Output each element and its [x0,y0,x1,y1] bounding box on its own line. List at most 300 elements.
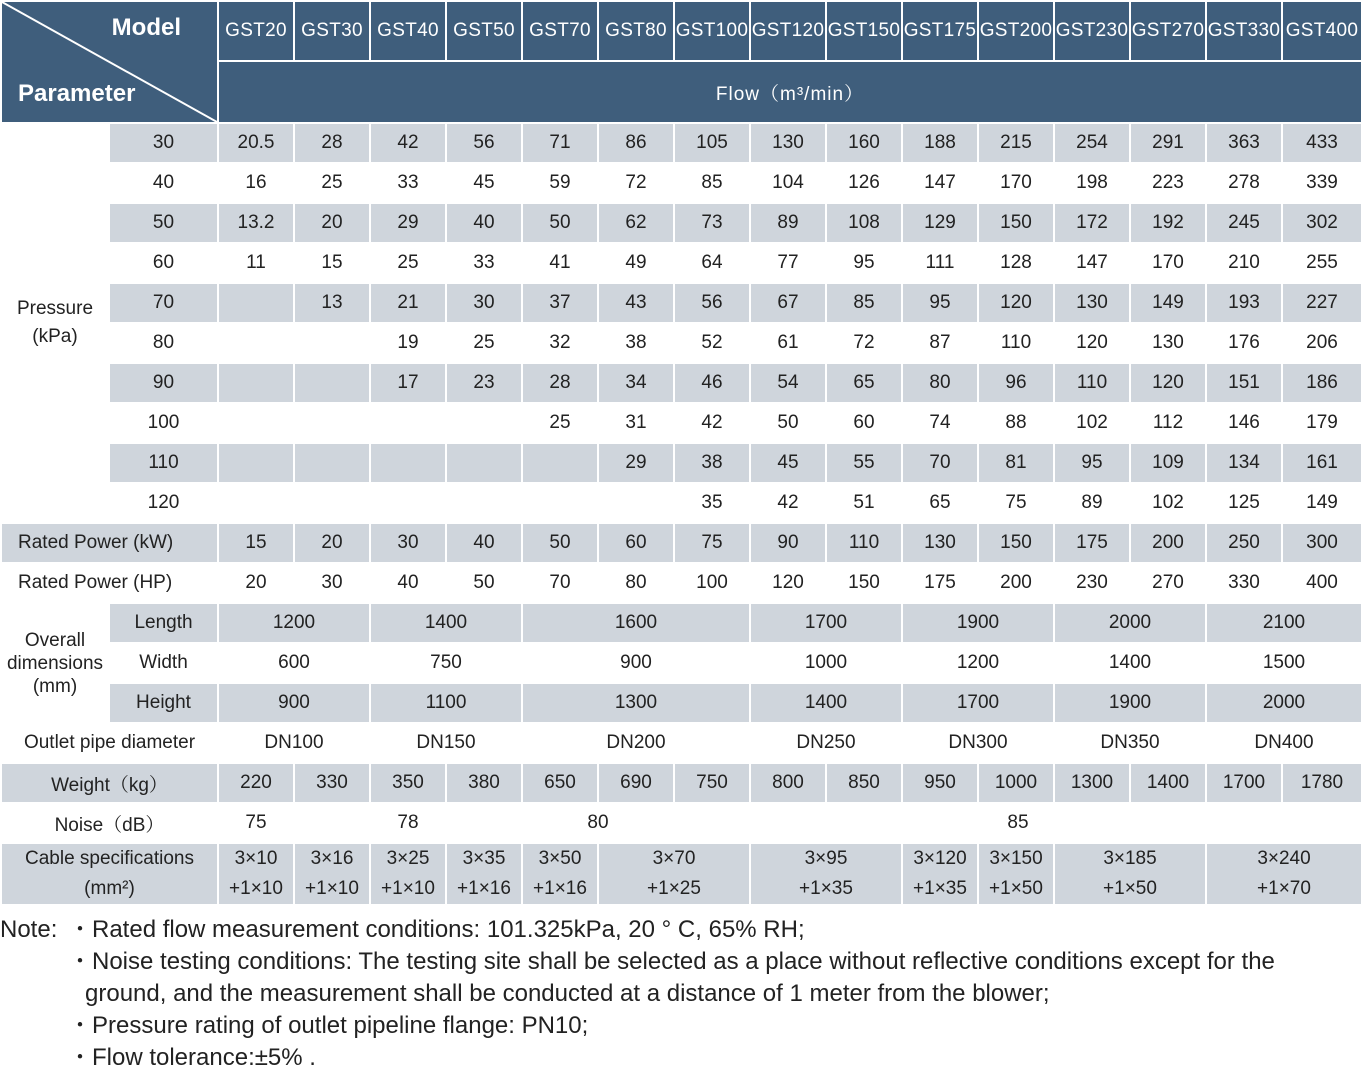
flow-value-cell: 86 [598,123,674,163]
rated-power-hp-value-cell: 400 [1282,563,1361,603]
pressure-value-cell: 80 [109,323,218,363]
pressure-label-cell [1,123,109,523]
dimension-width-row [1,643,1361,683]
notes-lead: Note: [0,916,58,943]
flow-value-cell: 33 [446,243,522,283]
pressure-unit-label: (kPa) [32,326,78,347]
flow-value-cell: 77 [750,243,826,283]
rated-power-kw-value-cell: 175 [1054,523,1130,563]
dimension-height-value: 1300 [522,683,750,723]
flow-value-cell [294,483,370,523]
dimension-length-value: 1700 [750,603,902,643]
cable-value: +1×16 [457,878,511,899]
flow-value-cell: 31 [598,403,674,443]
noise-row [1,803,1361,843]
flow-value-cell: 21 [370,283,446,323]
cable-value-cell [1206,843,1361,905]
flow-value-cell: 170 [978,163,1054,203]
flow-value-cell: 150 [978,203,1054,243]
model-header-cell: GST175 [902,1,978,61]
weight-row [1,763,1361,803]
model-header-cell: GST120 [750,1,826,61]
cable-value: +1×50 [1103,878,1157,899]
dimension-height-value: 900 [218,683,370,723]
flow-value-cell: 29 [370,203,446,243]
rated-power-kw-value-cell: 75 [674,523,750,563]
flow-value-cell: 37 [522,283,598,323]
noise-value: 80 [522,803,674,843]
flow-value-cell: 62 [598,203,674,243]
weight-value-cell: 690 [598,763,674,803]
rated-power-hp-value-cell: 175 [902,563,978,603]
note-item: ・Pressure rating of outlet pipeline flange: PN10; [68,1012,589,1039]
flow-value-cell [370,483,446,523]
flow-value-cell: 255 [1282,243,1361,283]
rated-power-kw-value-cell: 150 [978,523,1054,563]
flow-value-cell: 149 [1282,483,1361,523]
pressure-row [1,123,1361,163]
flow-value-cell: 108 [826,203,902,243]
model-header-cell: GST80 [598,1,674,61]
flow-value-cell: 38 [598,323,674,363]
outlet-value: DN250 [750,723,902,763]
dimension-length-value: 1400 [370,603,522,643]
flow-value-cell: 176 [1206,323,1282,363]
rated-power-hp-value-cell: 20 [218,563,294,603]
noise-value: 85 [674,803,1361,843]
flow-value-cell: 95 [1054,443,1130,483]
flow-value-cell: 134 [1206,443,1282,483]
outlet-value: DN400 [1206,723,1361,763]
flow-value-cell: 65 [902,483,978,523]
cable-value: +1×10 [229,878,283,899]
flow-value-cell: 130 [750,123,826,163]
flow-value-cell: 25 [294,163,370,203]
rated-power-hp-value-cell: 200 [978,563,1054,603]
dimension-height-value: 1700 [902,683,1054,723]
flow-value-cell: 291 [1130,123,1206,163]
cable-value: 3×240 [1257,848,1311,869]
overall-dimensions-label-cell [1,603,109,723]
rated-power-hp-value-cell: 150 [826,563,902,603]
outlet-value: DN200 [522,723,750,763]
corner-model-label: Model [111,14,181,41]
model-header-cell: GST20 [218,1,294,61]
flow-value-cell: 206 [1282,323,1361,363]
corner-header-cell [1,1,218,123]
flow-value-cell: 64 [674,243,750,283]
flow-value-cell: 104 [750,163,826,203]
flow-value-cell [218,323,294,363]
flow-value-cell: 13 [294,283,370,323]
cable-value: 3×10 [234,848,278,869]
rated-power-kw-value-cell: 40 [446,523,522,563]
cable-value: 3×95 [804,848,848,869]
flow-value-cell [218,443,294,483]
cable-value: +1×35 [913,878,967,899]
rated-power-kw-value-cell: 30 [370,523,446,563]
flow-value-cell [446,443,522,483]
dimension-width-value: 750 [370,643,522,683]
flow-value-cell: 95 [826,243,902,283]
flow-value-cell: 32 [522,323,598,363]
flow-value-cell [218,363,294,403]
rated-power-hp-value-cell: 30 [294,563,370,603]
flow-value-cell [370,443,446,483]
flow-value-cell: 19 [370,323,446,363]
flow-value-cell [522,443,598,483]
cable-value: +1×35 [799,878,853,899]
flow-value-cell: 120 [1054,323,1130,363]
flow-value-cell: 89 [750,203,826,243]
cable-value-cell [902,843,978,905]
flow-value-cell: 102 [1130,483,1206,523]
flow-value-cell: 363 [1206,123,1282,163]
flow-value-cell: 13.2 [218,203,294,243]
pressure-value-cell: 40 [109,163,218,203]
cable-value: 3×25 [386,848,430,869]
rated-power-kw-value-cell: 90 [750,523,826,563]
flow-value-cell: 25 [370,243,446,283]
flow-value-cell: 433 [1282,123,1361,163]
noise-value: 78 [294,803,522,843]
weight-value-cell: 350 [370,763,446,803]
cable-value-cell [1054,843,1206,905]
cable-value-cell [522,843,598,905]
flow-value-cell: 42 [370,123,446,163]
weight-value-cell: 750 [674,763,750,803]
flow-value-cell: 339 [1282,163,1361,203]
pressure-value-cell: 60 [109,243,218,283]
flow-value-cell: 42 [750,483,826,523]
cable-value-cell [370,843,446,905]
weight-value-cell: 850 [826,763,902,803]
flow-value-cell: 16 [218,163,294,203]
flow-value-cell: 111 [902,243,978,283]
flow-value-cell: 160 [826,123,902,163]
model-header-cell: GST330 [1206,1,1282,61]
dimension-height-value: 2000 [1206,683,1361,723]
corner-parameter-label: Parameter [18,80,136,107]
dimension-width-label: Width [109,643,218,683]
flow-value-cell: 60 [826,403,902,443]
flow-value-cell: 17 [370,363,446,403]
flow-value-cell [598,483,674,523]
flow-value-cell: 96 [978,363,1054,403]
weight-value-cell: 1300 [1054,763,1130,803]
outlet-value: DN350 [1054,723,1206,763]
weight-value-cell: 220 [218,763,294,803]
dimension-height-value: 1100 [370,683,522,723]
flow-value-cell: 49 [598,243,674,283]
dimension-length-value: 2100 [1206,603,1361,643]
cable-value-cell [218,843,294,905]
pressure-value-cell: 90 [109,363,218,403]
flow-value-cell: 85 [674,163,750,203]
cable-value: 3×70 [652,848,696,869]
dimension-width-value: 1400 [1054,643,1206,683]
pressure-label: Pressure [16,298,94,319]
weight-value-cell: 330 [294,763,370,803]
flow-value-cell: 112 [1130,403,1206,443]
flow-value-cell: 72 [598,163,674,203]
flow-value-cell [294,323,370,363]
dimension-width-value: 1200 [902,643,1054,683]
flow-value-cell: 35 [674,483,750,523]
pressure-value-cell: 100 [109,403,218,443]
cable-label: Cable specifications [25,848,194,869]
dimension-height-value: 1900 [1054,683,1206,723]
model-header-row [1,1,1361,61]
flow-value-cell: 28 [522,363,598,403]
cable-value: +1×16 [533,878,587,899]
flow-value-cell: 56 [446,123,522,163]
flow-value-cell: 45 [446,163,522,203]
pressure-row [1,283,1361,323]
flow-value-cell: 89 [1054,483,1130,523]
flow-value-cell: 50 [750,403,826,443]
flow-value-cell: 278 [1206,163,1282,203]
flow-value-cell [218,483,294,523]
outlet-value: DN150 [370,723,522,763]
cable-label: (mm²) [84,878,135,899]
flow-header: Flow（m³/min） [218,61,1361,123]
weight-value-cell: 1000 [978,763,1054,803]
pressure-row [1,243,1361,283]
rated-power-hp-value-cell: 40 [370,563,446,603]
cable-value: 3×185 [1103,848,1157,869]
rated-power-hp-value-cell: 120 [750,563,826,603]
outlet-value: DN300 [902,723,1054,763]
flow-value-cell: 110 [1054,363,1130,403]
overall-dimensions-label: (mm) [32,675,78,697]
weight-value-cell: 380 [446,763,522,803]
flow-value-cell: 302 [1282,203,1361,243]
flow-value-cell: 51 [826,483,902,523]
noise-label: Noise（dB） [1,803,218,843]
flow-value-cell: 128 [978,243,1054,283]
flow-value-cell: 80 [902,363,978,403]
dimension-width-value: 900 [522,643,750,683]
model-header-cell: GST150 [826,1,902,61]
dimension-length-value: 1900 [902,603,1054,643]
rated-power-kw-value-cell: 60 [598,523,674,563]
flow-value-cell: 54 [750,363,826,403]
flow-value-cell: 147 [1054,243,1130,283]
outlet-row [1,723,1361,763]
flow-value-cell [218,403,294,443]
pressure-value-cell: 70 [109,283,218,323]
flow-value-cell: 130 [1054,283,1130,323]
cable-value-cell [446,843,522,905]
cable-value: 3×16 [310,848,354,869]
flow-value-cell: 30 [446,283,522,323]
flow-value-cell: 45 [750,443,826,483]
pressure-value-cell: 120 [109,483,218,523]
dimension-length-label: Length [109,603,218,643]
flow-value-cell: 102 [1054,403,1130,443]
flow-value-cell: 40 [446,203,522,243]
dimension-width-value: 1000 [750,643,902,683]
flow-value-cell: 223 [1130,163,1206,203]
flow-value-cell: 198 [1054,163,1130,203]
cable-value: +1×10 [305,878,359,899]
flow-value-cell: 161 [1282,443,1361,483]
note-item: ・Rated flow measurement conditions: 101.325kPa, 20 ° C, 65% RH; [68,916,805,943]
cable-value: 3×120 [913,848,967,869]
pressure-row [1,363,1361,403]
weight-value-cell: 1780 [1282,763,1361,803]
noise-value: 75 [218,803,294,843]
rated-power-kw-value-cell: 130 [902,523,978,563]
flow-value-cell: 88 [978,403,1054,443]
flow-value-cell: 42 [674,403,750,443]
pressure-row [1,403,1361,443]
pressure-value-cell: 30 [109,123,218,163]
flow-value-cell: 65 [826,363,902,403]
pressure-value-cell: 110 [109,443,218,483]
rated-power-hp-label: Rated Power (HP) [1,563,218,603]
flow-value-cell: 146 [1206,403,1282,443]
pressure-value-cell: 50 [109,203,218,243]
cable-value: +1×25 [647,878,701,899]
flow-value-cell: 110 [978,323,1054,363]
rated-power-kw-label: Rated Power (kW) [1,523,218,563]
dimension-length-value: 1600 [522,603,750,643]
cable-label-cell [1,843,218,905]
flow-value-cell: 149 [1130,283,1206,323]
dimension-width-value: 600 [218,643,370,683]
overall-dimensions-label: Overall [24,629,86,651]
dimension-length-value: 1200 [218,603,370,643]
flow-value-cell: 172 [1054,203,1130,243]
flow-value-cell: 25 [446,323,522,363]
flow-value-cell: 38 [674,443,750,483]
flow-value-cell [218,283,294,323]
cable-value-cell [294,843,370,905]
rated-power-kw-value-cell: 50 [522,523,598,563]
flow-value-cell: 210 [1206,243,1282,283]
flow-value-cell: 126 [826,163,902,203]
flow-value-cell: 61 [750,323,826,363]
cable-value: 3×150 [989,848,1043,869]
flow-value-cell: 33 [370,163,446,203]
cable-value: +1×70 [1257,878,1311,899]
flow-value-cell: 87 [902,323,978,363]
flow-value-cell: 188 [902,123,978,163]
note-item: ・Flow tolerance:±5% . [68,1044,316,1071]
flow-value-cell: 81 [978,443,1054,483]
flow-value-cell: 15 [294,243,370,283]
rated-power-hp-value-cell: 50 [446,563,522,603]
rated-power-hp-value-cell: 100 [674,563,750,603]
weight-label: Weight（kg） [1,763,218,803]
flow-value-cell: 120 [978,283,1054,323]
rated-power-kw-row [1,523,1361,563]
flow-value-cell: 179 [1282,403,1361,443]
dimension-length-row [1,603,1361,643]
rated-power-kw-value-cell: 20 [294,523,370,563]
model-header-cell: GST200 [978,1,1054,61]
weight-value-cell: 1700 [1206,763,1282,803]
dimension-height-label: Height [109,683,218,723]
flow-value-cell: 43 [598,283,674,323]
pressure-row [1,203,1361,243]
spec-table-body [1,1,1361,905]
flow-value-cell: 70 [902,443,978,483]
model-header-cell: GST70 [522,1,598,61]
dimension-length-value: 2000 [1054,603,1206,643]
flow-value-cell: 25 [522,403,598,443]
overall-dimensions-label: dimensions [6,652,104,674]
flow-value-cell: 23 [446,363,522,403]
flow-value-cell: 147 [902,163,978,203]
flow-value-cell: 130 [1130,323,1206,363]
flow-value-cell [294,363,370,403]
flow-value-cell: 41 [522,243,598,283]
weight-value-cell: 800 [750,763,826,803]
rated-power-kw-value-cell: 110 [826,523,902,563]
dimension-width-value: 1500 [1206,643,1361,683]
weight-value-cell: 1400 [1130,763,1206,803]
flow-value-cell: 85 [826,283,902,323]
flow-value-cell: 56 [674,283,750,323]
rated-power-hp-row [1,563,1361,603]
outlet-label: Outlet pipe diameter [1,723,218,763]
flow-value-cell: 50 [522,203,598,243]
flow-value-cell: 20.5 [218,123,294,163]
model-header-cell: GST270 [1130,1,1206,61]
flow-value-cell: 59 [522,163,598,203]
weight-value-cell: 950 [902,763,978,803]
flow-value-cell: 34 [598,363,674,403]
dimension-height-row [1,683,1361,723]
flow-value-cell: 75 [978,483,1054,523]
flow-value-cell [446,483,522,523]
flow-value-cell: 55 [826,443,902,483]
model-header-cell: GST400 [1282,1,1361,61]
flow-value-cell: 254 [1054,123,1130,163]
dimension-height-value: 1400 [750,683,902,723]
flow-value-cell: 186 [1282,363,1361,403]
flow-value-cell: 109 [1130,443,1206,483]
model-header-cell: GST30 [294,1,370,61]
flow-value-cell [294,403,370,443]
flow-value-cell [522,483,598,523]
flow-value-cell: 74 [902,403,978,443]
flow-value-cell: 29 [598,443,674,483]
flow-value-cell: 192 [1130,203,1206,243]
flow-value-cell: 129 [902,203,978,243]
model-header-cell: GST100 [674,1,750,61]
pressure-row [1,483,1361,523]
flow-value-cell: 170 [1130,243,1206,283]
flow-value-cell: 73 [674,203,750,243]
cable-value-cell [978,843,1054,905]
flow-value-cell: 52 [674,323,750,363]
cable-value: +1×10 [381,878,435,899]
note-item: ・Noise testing conditions: The testing site shall be selected as a place without reflective conditions except for the [68,948,1275,975]
cable-row [1,843,1361,905]
flow-value-cell: 95 [902,283,978,323]
flow-value-cell: 11 [218,243,294,283]
flow-value-cell: 46 [674,363,750,403]
rated-power-kw-value-cell: 15 [218,523,294,563]
pressure-row [1,163,1361,203]
rated-power-hp-value-cell: 330 [1206,563,1282,603]
note-item-continuation: ground, and the measurement shall be conducted at a distance of 1 meter from the blower; [85,980,1050,1007]
flow-value-cell: 105 [674,123,750,163]
